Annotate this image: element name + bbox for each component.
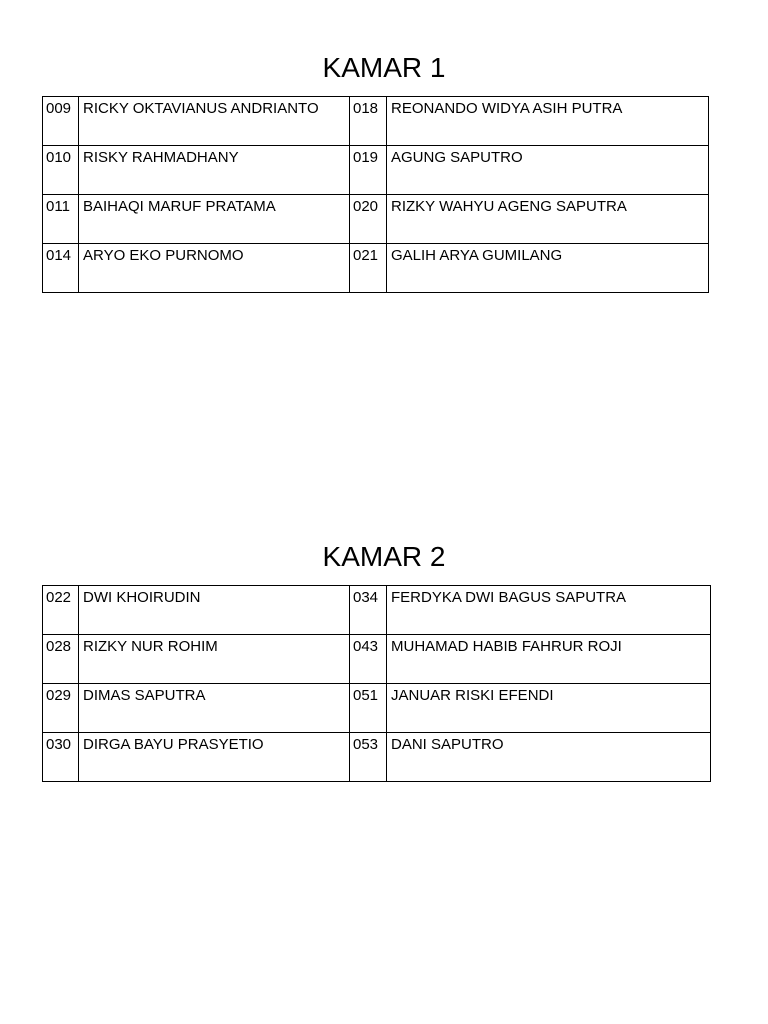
room-2-title: KAMAR 2	[322, 541, 446, 572]
student-name: RICKY OKTAVIANUS ANDRIANTO	[79, 97, 350, 146]
student-number: 011	[43, 195, 79, 244]
student-number: 020	[350, 195, 387, 244]
room-1-table	[42, 96, 709, 293]
student-name: BAIHAQI MARUF PRATAMA	[79, 195, 350, 244]
student-number: 034	[350, 586, 387, 635]
table-row	[43, 244, 709, 293]
room-2-table	[42, 585, 711, 782]
student-name: RIZKY WAHYU AGENG SAPUTRA	[387, 195, 709, 244]
student-number: 043	[350, 635, 387, 684]
table-row	[43, 97, 709, 146]
student-number: 014	[43, 244, 79, 293]
table-row	[43, 586, 711, 635]
table-row	[43, 684, 711, 733]
student-number: 021	[350, 244, 387, 293]
student-number: 009	[43, 97, 79, 146]
student-name: MUHAMAD HABIB FAHRUR ROJI	[387, 635, 711, 684]
student-name: AGUNG SAPUTRO	[387, 146, 709, 195]
student-name: DWI KHOIRUDIN	[79, 586, 350, 635]
student-number: 019	[350, 146, 387, 195]
student-name: DIMAS SAPUTRA	[79, 684, 350, 733]
student-name: JANUAR RISKI EFENDI	[387, 684, 711, 733]
student-number: 018	[350, 97, 387, 146]
table-row	[43, 635, 711, 684]
table-row	[43, 146, 709, 195]
table-row	[43, 195, 709, 244]
student-number: 029	[43, 684, 79, 733]
student-name: FERDYKA DWI BAGUS SAPUTRA	[387, 586, 711, 635]
table-row	[43, 733, 711, 782]
student-number: 010	[43, 146, 79, 195]
student-number: 022	[43, 586, 79, 635]
student-number: 030	[43, 733, 79, 782]
student-number: 053	[350, 733, 387, 782]
student-name: DANI SAPUTRO	[387, 733, 711, 782]
student-number: 028	[43, 635, 79, 684]
student-name: RIZKY NUR ROHIM	[79, 635, 350, 684]
student-name: DIRGA BAYU PRASYETIO	[79, 733, 350, 782]
student-name: ARYO EKO PURNOMO	[79, 244, 350, 293]
room-1-title: KAMAR 1	[322, 52, 446, 83]
student-name: REONANDO WIDYA ASIH PUTRA	[387, 97, 709, 146]
student-name: GALIH ARYA GUMILANG	[387, 244, 709, 293]
student-number: 051	[350, 684, 387, 733]
student-name: RISKY RAHMADHANY	[79, 146, 350, 195]
